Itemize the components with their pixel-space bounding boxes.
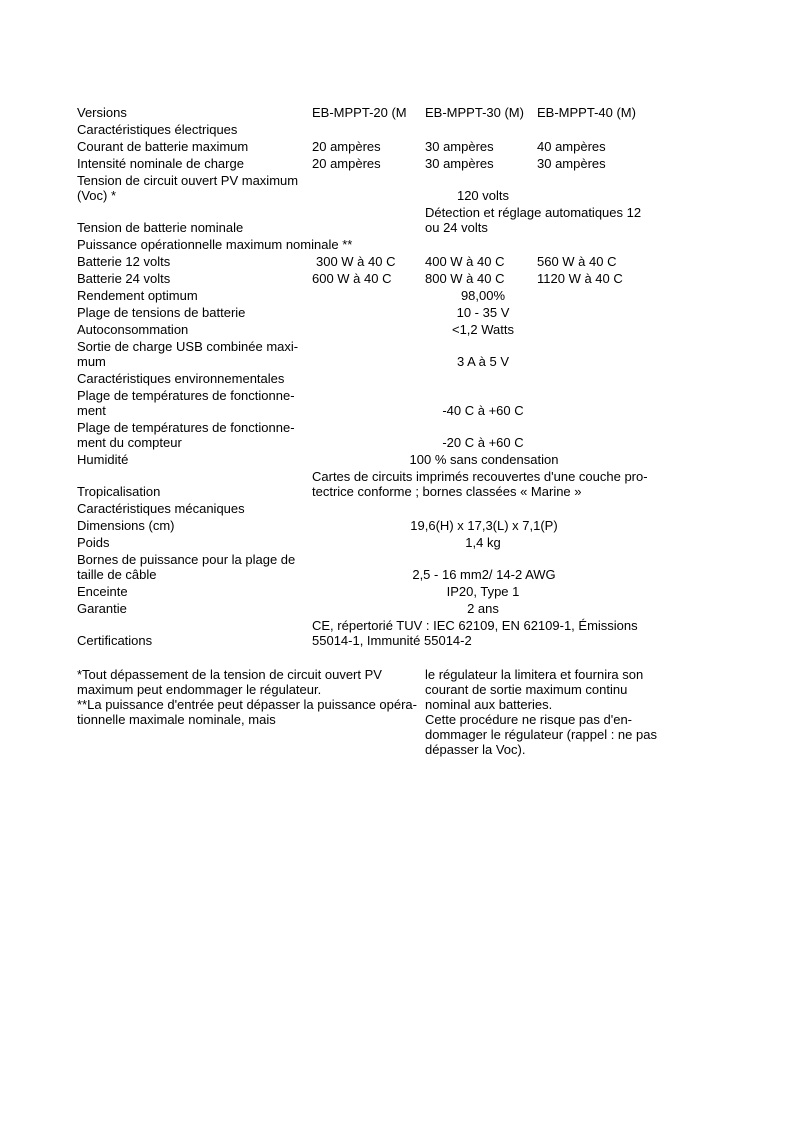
row-label-weight: Poids	[77, 535, 110, 550]
cell-value: tectrice conforme ; bornes classées « Marine »	[312, 484, 582, 499]
section-header-max-power: Puissance opérationnelle maximum nominale **	[77, 237, 353, 252]
cell-value: 20 ampères	[312, 139, 381, 154]
cell-value: ou 24 volts	[425, 220, 488, 235]
cell-value: 120 volts	[456, 188, 510, 203]
cell-value: 2 ans	[467, 601, 499, 616]
footnote-left-line: maximum peut endommager le régulateur.	[77, 682, 322, 697]
row-label-meter-temp-cont: ment du compteur	[77, 435, 182, 450]
cell-value: 3 A à 5 V	[456, 354, 510, 369]
row-label-meter-temp: Plage de températures de fonctionne-	[77, 420, 295, 435]
version-40: EB-MPPT-40 (M)	[537, 105, 636, 120]
cell-value: -20 C à +60 C	[442, 435, 524, 450]
row-label-operating-temp-cont: ment	[77, 403, 106, 418]
footnote-right-line: dépasser la Voc).	[425, 742, 526, 757]
cell-value: 40 ampères	[537, 139, 606, 154]
row-label-battery-12v: Batterie 12 volts	[77, 254, 171, 269]
cell-value: 1120 W à 40 C	[537, 271, 623, 286]
row-label-pv-open-circuit: Tension de circuit ouvert PV maximum	[77, 173, 299, 188]
cell-value: 98,00%	[460, 288, 506, 303]
footnote-right-line: dommager le régulateur (rappel : ne pas	[425, 727, 657, 742]
cell-value: 400 W à 40 C	[425, 254, 505, 269]
version-30: EB-MPPT-30 (M)	[425, 105, 524, 120]
section-header-environmental: Caractéristiques environnementales	[77, 371, 285, 386]
cell-value: CE, répertorié TUV : IEC 62109, EN 62109-1, Émissions	[312, 618, 638, 633]
cell-value: 100 % sans condensation	[409, 452, 559, 467]
row-label-nominal-charge-current: Intensité nominale de charge	[77, 156, 244, 171]
cell-value: 800 W à 40 C	[425, 271, 505, 286]
footnote-left-line: *Tout dépassement de la tension de circuit ouvert PV	[77, 667, 382, 682]
row-label-efficiency: Rendement optimum	[77, 288, 198, 303]
cell-value: 30 ampères	[425, 139, 494, 154]
cell-value: 10 - 35 V	[456, 305, 510, 320]
cell-value: 300 W à 40 C	[316, 254, 396, 269]
row-label-dimensions: Dimensions (cm)	[77, 518, 175, 533]
row-label-pv-open-circuit-cont: (Voc) *	[77, 188, 117, 203]
row-label-self-consumption: Autoconsommation	[77, 322, 189, 337]
section-header-electrical: Caractéristiques électriques	[77, 122, 238, 137]
row-label-enclosure: Enceinte	[77, 584, 128, 599]
version-20: EB-MPPT-20 (M	[312, 105, 407, 120]
cell-value: 19,6(H) x 17,3(L) x 7,1(P)	[410, 518, 558, 533]
footnote-right-line: Cette procédure ne risque pas d'en-	[425, 712, 632, 727]
cell-value: Détection et réglage automatiques 12	[425, 205, 642, 220]
cell-value: 30 ampères	[537, 156, 606, 171]
cell-value: 560 W à 40 C	[537, 254, 617, 269]
cell-value: Cartes de circuits imprimés recouvertes d'une couche pro-	[312, 469, 648, 484]
cell-value: IP20, Type 1	[446, 584, 520, 599]
row-label-usb-output-cont: mum	[77, 354, 106, 369]
row-label-nominal-battery-voltage: Tension de batterie nominale	[77, 220, 244, 235]
cell-value: 2,5 - 16 mm2/ 14-2 AWG	[412, 567, 556, 582]
footnote-right-line: le régulateur la limitera et fournira son	[425, 667, 644, 682]
row-label-certifications: Certifications	[77, 633, 153, 648]
row-label-tropicalisation: Tropicalisation	[77, 484, 161, 499]
row-label-warranty: Garantie	[77, 601, 127, 616]
footnote-left-line: **La puissance d'entrée peut dépasser la puissance opéra-	[77, 697, 417, 712]
cell-value: 20 ampères	[312, 156, 381, 171]
row-label-battery-24v: Batterie 24 volts	[77, 271, 171, 286]
cell-value: 55014-1, Immunité 55014-2	[312, 633, 472, 648]
row-label-cable-range: Bornes de puissance pour la plage de	[77, 552, 296, 567]
cell-value: 1,4 kg	[465, 535, 501, 550]
footnote-right-line: nominal aux batteries.	[425, 697, 553, 712]
row-label-cable-range-cont: taille de câble	[77, 567, 157, 582]
row-label-battery-voltage-range: Plage de tensions de batterie	[77, 305, 246, 320]
row-label-humidity: Humidité	[77, 452, 129, 467]
footnote-right-line: courant de sortie maximum continu	[425, 682, 628, 697]
row-label-max-battery-current: Courant de batterie maximum	[77, 139, 249, 154]
cell-value: <1,2 Watts	[451, 322, 515, 337]
footnote-left-line: tionnelle maximale nominale, mais	[77, 712, 276, 727]
row-label-operating-temp: Plage de températures de fonctionne-	[77, 388, 295, 403]
cell-value: 600 W à 40 C	[312, 271, 392, 286]
row-label-versions: Versions	[77, 105, 127, 120]
section-header-mechanical: Caractéristiques mécaniques	[77, 501, 245, 516]
cell-value: -40 C à +60 C	[442, 403, 524, 418]
row-label-usb-output: Sortie de charge USB combinée maxi-	[77, 339, 299, 354]
cell-value: 30 ampères	[425, 156, 494, 171]
